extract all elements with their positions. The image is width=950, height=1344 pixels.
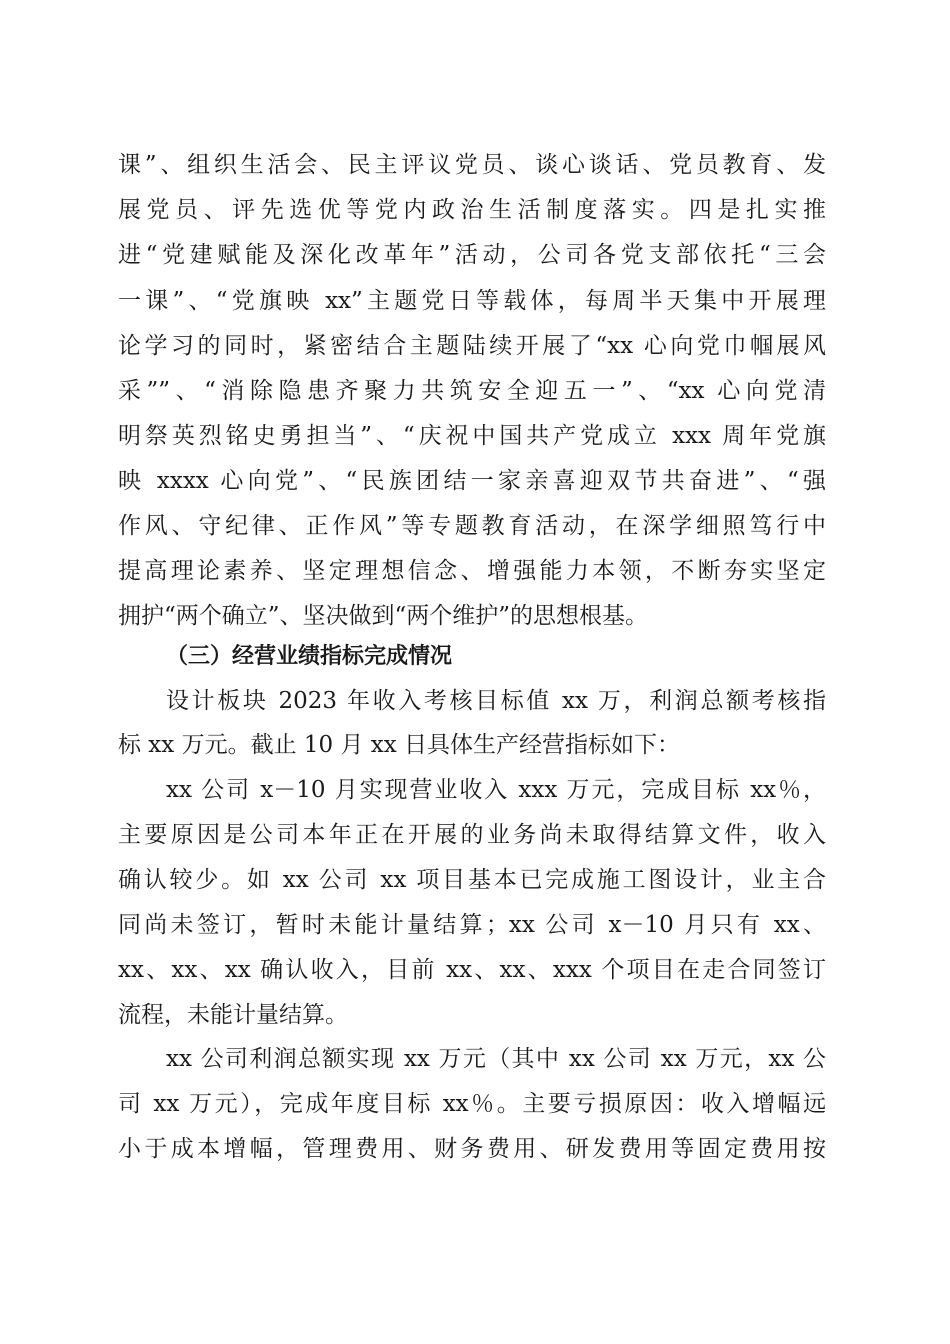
text-line: 课”、组织生活会、民主评议党员、谈心谈话、党员教育、发 bbox=[118, 152, 826, 178]
text-line: 提高理论素养、坚定理想信念、增强能力本领，不断夯实坚定 bbox=[118, 558, 826, 584]
text-line: 一课”、“党旗映 xx”主题党日等载体，每周半天集中开展理 bbox=[118, 288, 826, 314]
text-line: 标 xx 万元。截止 10 月 xx 日具体生产经营指标如下： bbox=[118, 732, 681, 758]
text-line: 司 xx 万元），完成年度目标 xx％。主要亏损原因：收入增幅远 bbox=[118, 1091, 826, 1117]
text-line: 拥护“两个确立”、坚决做到“两个维护”的思想根基。 bbox=[118, 603, 649, 629]
text-line: 映 xxxx 心向党”、“民族团结一家亲喜迎双节共奋进”、“强 bbox=[118, 468, 826, 494]
text-line: 小于成本增幅，管理费用、财务费用、研发费用等固定费用按 bbox=[118, 1136, 826, 1162]
text-line: 进“党建赋能及深化改革年”活动，公司各党支部依托“三会 bbox=[118, 242, 826, 268]
text-line: 设计板块 2023 年收入考核目标值 xx 万，利润总额考核指 bbox=[166, 688, 826, 714]
text-line: 流程，未能计量结算。 bbox=[118, 1002, 348, 1028]
text-line: 同尚未签订，暂时未能计量结算；xx 公司 x－10 月只有 xx、 bbox=[118, 912, 826, 938]
text-line: 采””、“消除隐患齐聚力共筑安全迎五一”、“xx 心向党清 bbox=[118, 378, 826, 404]
text-line: 作风、守纪律、正作风”等专题教育活动，在深学细照笃行中 bbox=[118, 513, 826, 539]
text-line: 论学习的同时，紧密结合主题陆续开展了“xx 心向党巾帼展风 bbox=[118, 333, 826, 359]
text-line: 明祭英烈铭史勇担当”、“庆祝中国共产党成立 xxx 周年党旗 bbox=[118, 423, 826, 449]
text-line: 确认较少。如 xx 公司 xx 项目基本已完成施工图设计，业主合 bbox=[118, 867, 826, 893]
section-heading: （三）经营业绩指标完成情况 bbox=[166, 644, 453, 669]
text-line: 展党员、评先选优等党内政治生活制度落实。四是扎实推 bbox=[118, 197, 826, 223]
text-line: xx、xx、xx 确认收入，目前 xx、xx、xxx 个项目在走合同签订 bbox=[118, 957, 826, 983]
text-line: 主要原因是公司本年正在开展的业务尚未取得结算文件，收入 bbox=[118, 822, 826, 848]
text-line: xx 公司利润总额实现 xx 万元（其中 xx 公司 xx 万元，xx 公 bbox=[166, 1046, 826, 1072]
text-line: xx 公司 x－10 月实现营业收入 xxx 万元，完成目标 xx％， bbox=[166, 777, 826, 803]
